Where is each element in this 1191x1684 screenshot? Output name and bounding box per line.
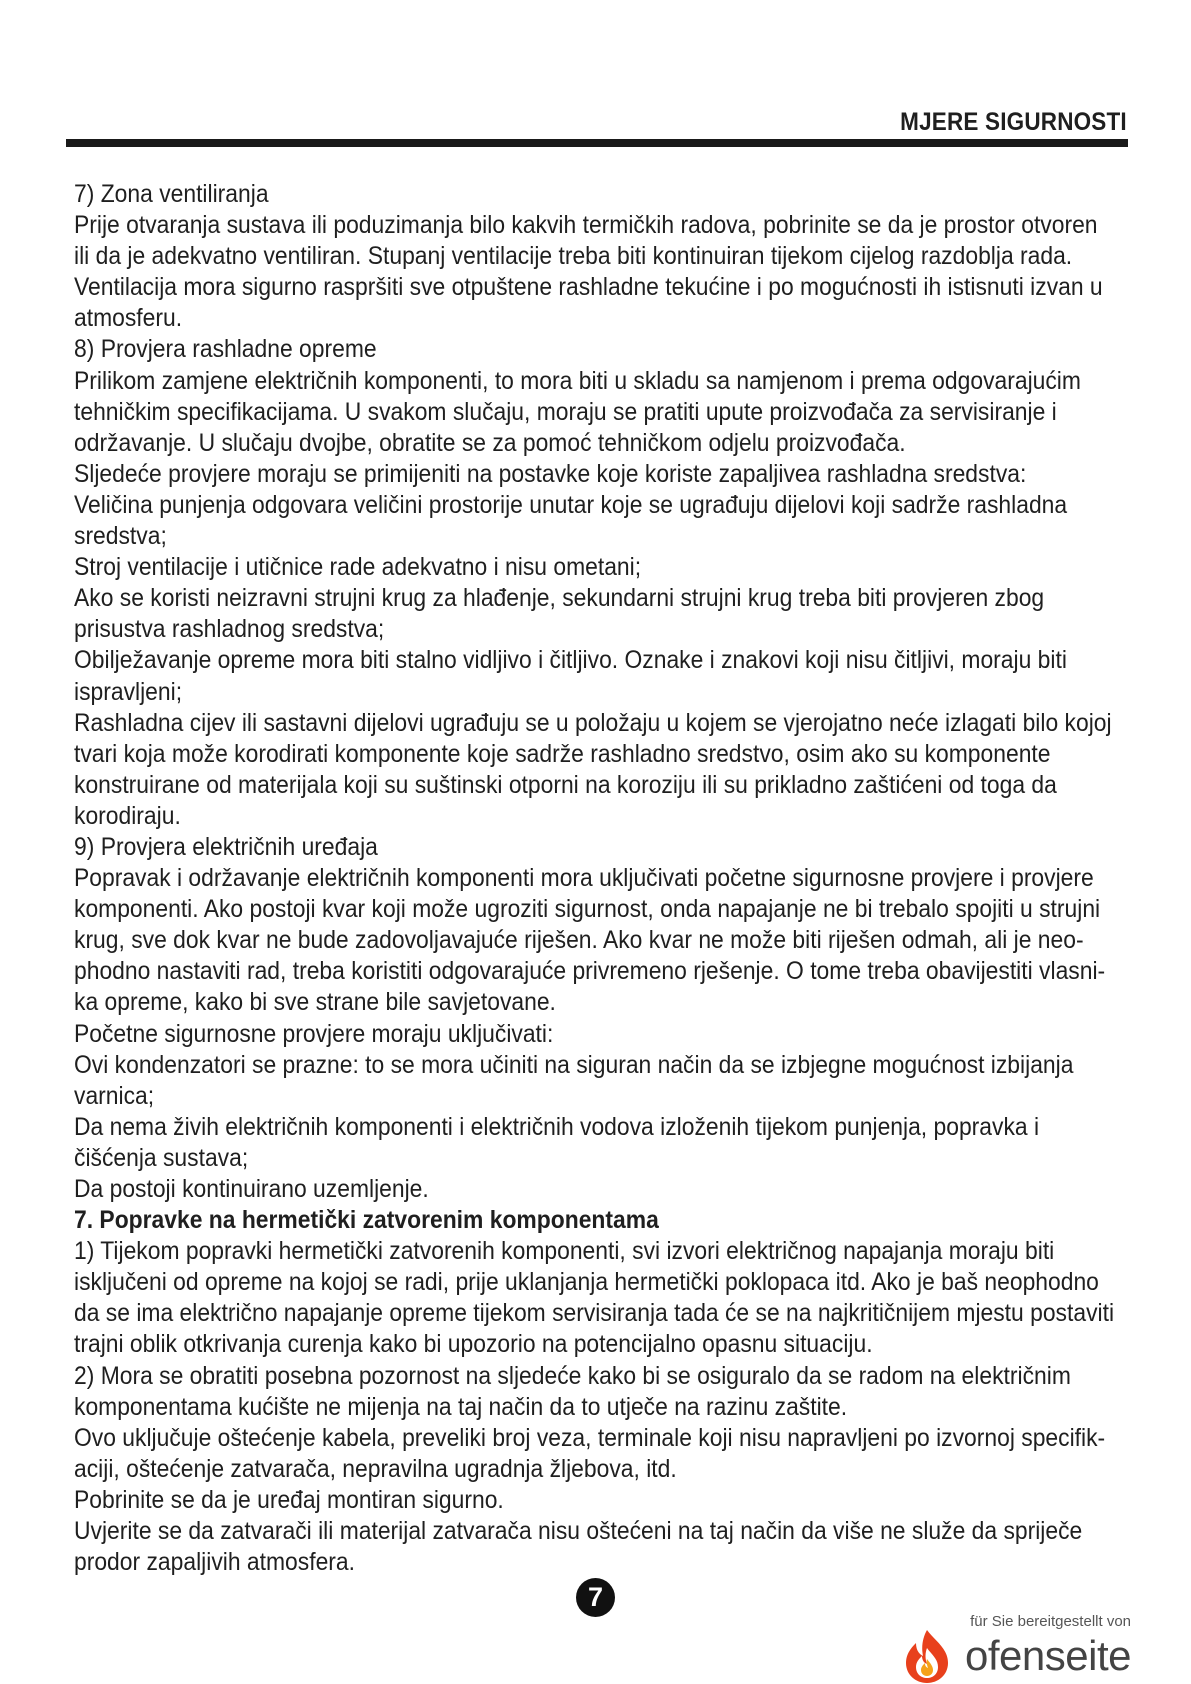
text-line: varnica; (74, 1081, 155, 1110)
text-line: 8) Provjera rashladne opreme (74, 335, 377, 364)
text-line: isključeni od opreme na kojoj se radi, prije uklanjanja hermetički poklopaca itd. Ako je baš neophodno (74, 1268, 1099, 1297)
watermark-brand: ofenseite (965, 1632, 1131, 1679)
text-line: Obilježavanje opreme mora biti stalno vidljivo i čitljivo. Oznake i znakovi koji nisu čitljivi, moraju biti (74, 646, 1067, 675)
text-line: prisustva rashladnog sredstva; (74, 615, 385, 644)
text-line: korodiraju. (74, 801, 181, 830)
text-line: komponenti. Ako postoji kvar koji može ugroziti sigurnost, onda napajanje ne bi trebalo spojiti u strujni (74, 895, 1101, 924)
text-line: 7) Zona ventiliranja (74, 180, 269, 208)
text-line: održavanje. U slučaju dvojbe, obratite se za pomoć tehničkom odjelu proizvođača. (74, 428, 906, 457)
text-line: Da postoji kontinuirano uzemljenje. (74, 1175, 429, 1203)
section-heading: 7. Popravke na hermetički zatvorenim komponentama (74, 1206, 659, 1235)
text-line: tvari koja može korodirati komponente koje sadrže rashladno sredstvo, osim ako su komponente (74, 739, 1051, 768)
document-body (74, 179, 1121, 1578)
text-line: Ovo uključuje oštećenje kabela, preveliki broj veza, terminale koji nisu napravljeni po izvornoj specifik- (74, 1423, 1106, 1452)
text-line: Početne sigurnosne provjere moraju uključivati: (74, 1019, 554, 1048)
watermark-caption: für Sie bereitgestellt von (970, 1613, 1131, 1630)
page-number-badge: 7 (576, 1578, 615, 1617)
text-line: Uvjerite se da zatvarači ili materijal zatvarača nisu oštećeni na taj način da više ne služe da spriječe (74, 1517, 1083, 1546)
text-line: Rashladna cijev ili sastavni dijelovi ugrađuju se u položaju u kojem se vjerojatno neće izlagati bilo kojoj (74, 708, 1112, 737)
text-line: Ventilacija mora sigurno raspršiti sve otpuštene rashladne tekućine i po mogućnosti ih istisnuti izvan u (74, 273, 1103, 302)
text-line: prodor zapaljivih atmosfera. (74, 1548, 355, 1577)
text-line: ili da je adekvatno ventiliran. Stupanj ventilacije treba biti kontinuiran tijekom cijelog razdoblja rada. (74, 242, 1073, 271)
text-line: aciji, oštećenje zatvarača, nepravilna ugradnja žljebova, itd. (74, 1454, 677, 1483)
text-line: Da nema živih električnih komponenti i električnih vodova izloženih tijekom punjenja, popravka i (74, 1112, 1040, 1141)
text-line: Ovi kondenzatori se prazne: to se mora učiniti na siguran način da se izbjegne mogućnost izbijanja (74, 1050, 1074, 1079)
header-rule (66, 139, 1128, 147)
text-line: Prije otvaranja sustava ili poduzimanja bilo kakvih termičkih radova, pobrinite se da je prostor otvoren (74, 211, 1098, 240)
text-line: atmosferu. (74, 304, 183, 333)
text-line: 2) Mora se obratiti posebna pozornost na sljedeće kako bi se osiguralo da se radom na električnim (74, 1361, 1071, 1390)
text-line: phodno nastaviti rad, treba koristiti odgovarajuće privremeno rješenje. O tome treba obavijestiti vlasni- (74, 957, 1106, 986)
text-line: krug, sve dok kvar ne bude zadovoljavajuće riješen. Ako kvar ne može biti riješen odmah, ali je neo- (74, 926, 1084, 955)
text-line: Popravak i održavanje električnih komponenti mora uključivati početne sigurnosne provjere i provjere (74, 864, 1094, 893)
text-line: komponentama kućište ne mijenja na taj način da to utječe na razinu zaštite. (74, 1392, 848, 1421)
text-line: Stroj ventilacije i utičnice rade adekvatno i nisu ometani; (74, 553, 642, 582)
flame-icon (898, 1628, 956, 1684)
page-header-title: MJERE SIGURNOSTI (900, 108, 1127, 136)
text-line: trajni oblik otkrivanja curenja kako bi upozorio na potencijalno opasnu situaciju. (74, 1330, 873, 1359)
text-line: konstruirane od materijala koji su suštinski otporni na koroziju ili su prikladno zaštićeni od toga da (74, 770, 1057, 799)
text-line: čišćenja sustava; (74, 1143, 249, 1172)
text-line: ka opreme, kako bi sve strane bile savjetovane. (74, 988, 556, 1017)
text-line: sredstva; (74, 522, 167, 551)
text-line: Pobrinite se da je uređaj montiran sigurno. (74, 1485, 504, 1514)
text-line: Prilikom zamjene električnih komponenti, to mora biti u skladu sa namjenom i prema odgovarajućim (74, 366, 1081, 395)
text-line: 9) Provjera električnih uređaja (74, 832, 378, 861)
text-line: 1) Tijekom popravki hermetički zatvorenih komponenti, svi izvori električnog napajanja moraju biti (74, 1237, 1055, 1266)
text-line: Sljedeće provjere moraju se primijeniti na postavke koje koriste zapaljivea rashladna sredstva: (74, 459, 1027, 488)
text-line: da se ima električno napajanje opreme tijekom servisiranja tada će se na najkritičnijem mjestu postaviti (74, 1299, 1115, 1328)
text-line: tehničkim specifikacijama. U svakom slučaju, moraju se pratiti upute proizvođača za servisiranje i (74, 397, 1057, 426)
text-line: Veličina punjenja odgovara veličini prostorije unutar koje se ugrađuju dijelovi koji sadrže rashladna (74, 490, 1068, 519)
text-line: ispravljeni; (74, 677, 183, 706)
text-line: Ako se koristi neizravni strujni krug za hlađenje, sekundarni strujni krug treba biti provjeren zbog (74, 584, 1045, 613)
